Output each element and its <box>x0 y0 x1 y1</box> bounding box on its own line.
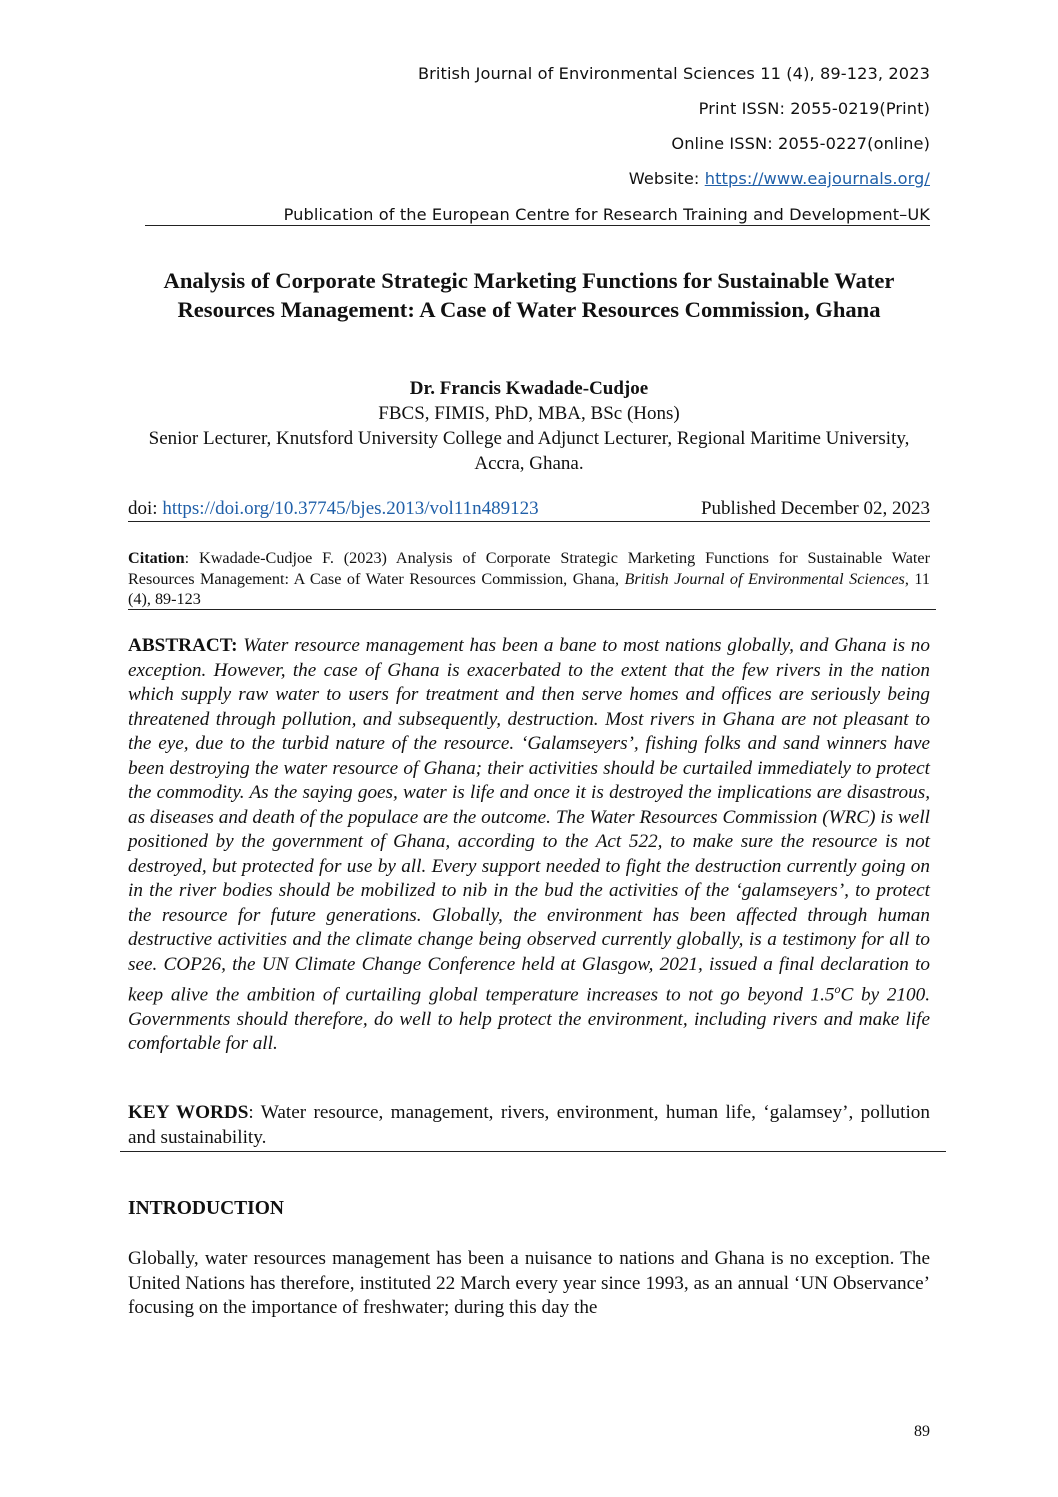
journal-citation-header: British Journal of Environmental Sciences 11 (4), 89-123, 2023 <box>417 64 930 83</box>
introduction-heading: INTRODUCTION <box>128 1198 285 1219</box>
author-credentials: FBCS, FIMIS, PhD, MBA, BSc (Hons) <box>378 403 680 424</box>
citation-journal: British Journal of Environmental Sciences <box>624 569 905 588</box>
abstract-block <box>128 634 930 1057</box>
abstract-superscript: o <box>834 982 841 996</box>
website-label: Website: <box>628 169 705 188</box>
citation-volume: , 11 (4), 89-123 <box>128 569 930 608</box>
keywords-block <box>128 1101 930 1150</box>
header-divider <box>145 225 930 226</box>
author-affiliation: Senior Lecturer, Knutsford University College and Adjunct Lecturer, Regional Maritime University, Accra, Ghana. <box>148 428 910 474</box>
doi-divider <box>128 521 930 522</box>
keywords-label: KEY WORDS <box>128 1102 249 1123</box>
publisher-line: Publication of the European Centre for Research Training and Development–UK <box>283 205 930 224</box>
introduction-paragraph: Globally, water resources management has been a nuisance to nations and Ghana is no exception. The United Nations has therefore, instituted 22 March every year since 1993, as an annual ‘UN Observance’ focusing on the importance of freshwater; during this day the <box>128 1248 930 1318</box>
doi-label: doi: <box>128 498 163 519</box>
online-issn: Online ISSN: 2055-0227(online) <box>671 134 930 153</box>
abstract-text-end: C by 2100. Governments should therefore, do well to help protect the environment, including rivers and make life comfortable for all. <box>128 984 930 1055</box>
author-name: Dr. Francis Kwadade-Cudjoe <box>409 378 649 399</box>
abstract-text: Water resource management has been a bane to most nations globally, and Ghana is no exception. However, the case of Ghana is exacerbated to the extent that the few rivers in the nation which supply raw water to users for treatment and then serve homes and offices are seriously being threatened through pollution, and subsequently, destruction. Most rivers in Ghana are not pleasant to the eye, due to the turbid nature of the resource. ‘Galamseyers’, fishing folks and sand winners have been destroying the water resource of Ghana; their activities should be curtailed immediately to protect the commodity. As the saying goes, water is life and once it is destroyed the implications are disastrous, as diseases and death of the populace are the outcome. The Water Resources Commission (WRC) is well positioned by the government of Ghana, according to the Act 522, to make sure the resource is not destroyed, but protected for use by all. Every support needed to fight the destruction currently going on in the river bodies should be mobilized to nib in the bud the activities of the ‘galamseyers’, to protect the resource for future generations. Globally, the environment has been affected through human destructive activities and the climate change being observed currently globally, is a testimony for all to see. COP26, the UN Climate Change Conference held at Glasgow, 2021, issued a final declaration to keep alive the ambition of curtailing global temperature increases to not go beyond 1.5 <box>128 635 930 1006</box>
author-block <box>128 376 930 476</box>
doi-link[interactable]: https://doi.org/10.37745/bjes.2013/vol11n489123 <box>162 498 539 519</box>
citation-label: Citation <box>128 549 185 567</box>
paper-title: Analysis of Corporate Strategic Marketing Functions for Sustainable Water Resources Management: A Case of Water Resources Commission, Ghana <box>163 268 895 322</box>
citation-block <box>128 548 930 610</box>
abstract-label: ABSTRACT: <box>128 635 238 656</box>
page-number: 89 <box>914 1423 930 1440</box>
print-issn: Print ISSN: 2055-0219(Print) <box>698 99 930 118</box>
doi-line <box>128 497 930 521</box>
published-date: Published December 02, 2023 <box>700 498 930 519</box>
keywords-divider <box>120 1151 946 1152</box>
citation-divider <box>128 609 936 610</box>
keywords-text: : Water resource, management, rivers, environment, human life, ‘galamsey’, pollution and sustainability. <box>128 1102 930 1148</box>
website-line <box>629 169 930 188</box>
citation-text: : Kwadade-Cudjoe F. (2023) Analysis of Corporate Strategic Marketing Functions for Sustainable Water Resources Management: A Case of Water Resources Commission, Ghana, <box>128 549 930 588</box>
website-link[interactable]: https://www.eajournals.org/ <box>704 169 930 188</box>
